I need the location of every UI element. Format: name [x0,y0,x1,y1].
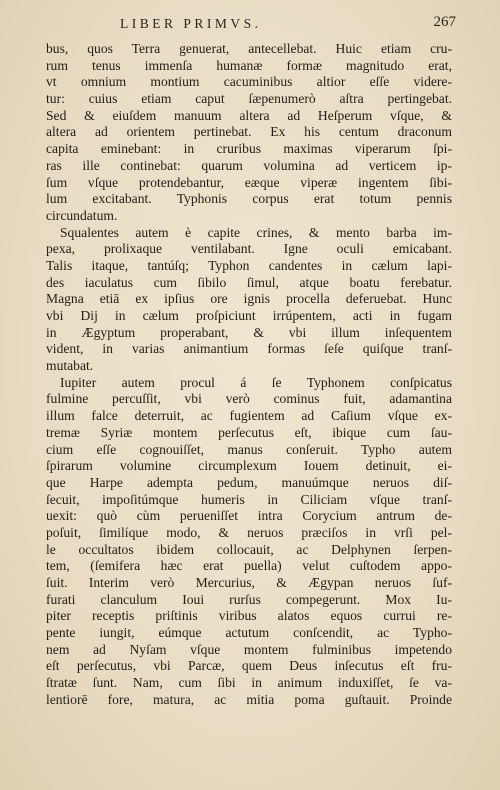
text-line: Squalentes autem è capite crines, & mento barba im- [60,224,452,240]
text-line: piter receptis priſtinis viribus alatos equos currui re- [46,608,452,624]
text-line: des iaculatus cum ſibilo ſimul, atque boatu ferebatur. [46,274,452,290]
text-line: cium eſſe cognouiſſet, manus conſeruit. Typho autem [46,441,452,457]
text-line: tur: cuius etiam caput ſæpenumerò aſtra pertingebat. [46,91,452,107]
page-number: 267 [433,14,456,30]
paragraph [46,375,452,709]
text-line: le occultatos ibidem collocauit, ac Delphynen ſerpen- [46,541,452,557]
body-text [46,41,452,709]
paragraph [46,41,452,225]
text-line: circundatum. [46,207,118,223]
text-line: illum falce deterruit, ac fugientem ad Caſium vſque ex- [46,408,452,424]
text-line: que Harpe adempta pedum, manuúmque neruos diſ- [46,474,452,490]
running-head: LIBER PRIMVS. [120,16,262,31]
text-line: furati clanculum Ioui rurſus compegerunt. Mox Iu- [46,591,452,607]
text-line: capita eminebant: in cruribus maximas viperarum ſpi- [46,141,452,157]
text-line: vident, in varias animantium formas ſeſe quiſque tranſ- [46,341,452,357]
text-line: pexa, prolixaque ventilabant. Igne oculi emicabant. [46,241,452,257]
text-line: rum tenus immenſa humanæ formæ magnitudo erat, [46,57,452,73]
text-line: ſpirarum volumine circumplexum Iouem detinuit, ei- [46,458,452,474]
text-line: mutabat. [46,358,94,374]
text-line: Sed & eiuſdem manuum altera ad Heſperum vſque, & [46,107,452,123]
text-line: vt omnium montium cacuminibus altior eſſe videre- [46,74,452,90]
page-header [46,14,456,38]
text-line: in Ægyptum properabant, & vbi illum inſequentem [46,324,452,340]
text-line: pente iungit, eúmque actutum conſcendit, ac Typho- [46,625,452,641]
text-line: fulmine percuſſit, vbi verò cominus fuit, adamantina [46,391,452,407]
text-line: ras ille continebat: quarum volumina ad verticem ip- [46,157,452,173]
text-line: vbi Dij in cælum proſpiciunt irrúpentem, acti in fugam [46,308,452,323]
text-line: nem ad Nyſam vſque montem fulminibus impetendo [46,641,452,657]
text-line: Iupiter autem procul á ſe Typhonem conſpicatus [60,374,452,390]
text-line: Talis itaque, tantúſq; Typhon candentes in cælum lapi- [46,257,452,273]
text-line: ſecuit, impoſitúmque humeris in Ciliciam vſque tranſ- [46,491,452,507]
text-line: tem, (ſemifera hæc erat puella) velut cuſtodem appo- [46,558,452,574]
text-line: bus, quos Terra genuerat, antecellebat. Huic etiam cru- [46,41,452,56]
text-line: altera ad orientem pertinebat. Ex his centum draconum [46,124,452,140]
text-line: tremæ Syriæ montem perſecutus eſt, ibique cum ſau- [46,424,452,440]
text-line: ſtratæ ſunt. Nam, cum ſibi in animum induxiſſet, ſe va- [46,675,452,691]
text-line: eſt perſecutus, vbi Parcæ, quem Deus inſecutus eſt fru- [46,658,452,674]
text-line: Magna etiā ex ipſius ore ignis procella deferuebat. Hunc [46,291,452,307]
text-line: uexit: quò cùm perueniſſet intra Corycium antrum de- [46,508,452,524]
text-line: ſum vſque protendebantur, eæque viperæ ingentem ſibi- [46,174,452,190]
text-line: poſuit, ſimilíque modo, & neruos præciſos in vrſi pel- [46,524,452,540]
text-line: lum excitabant. Typhonis corpus erat totum pennis [46,191,452,207]
text-line: lentiorē fore, matura, ac mitia poma guſtauit. Proinde [46,691,452,707]
paragraph [46,225,452,375]
text-line: ſuit. Interim verò Mercurius, & Ægypan neruos ſuf- [46,575,452,590]
